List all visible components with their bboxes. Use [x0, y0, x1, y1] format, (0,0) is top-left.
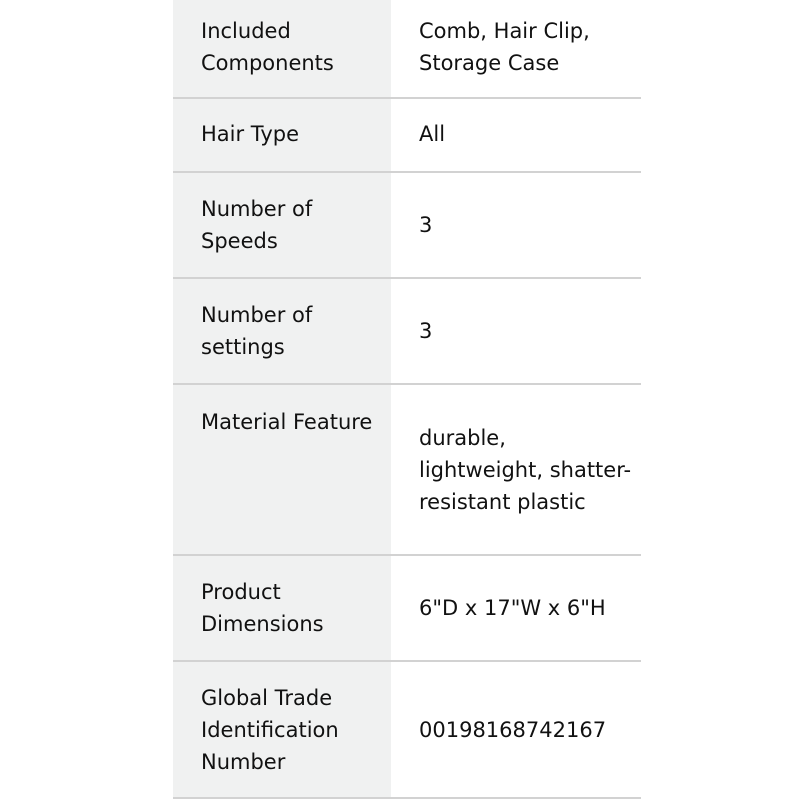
spec-value: [391, 0, 641, 98]
spec-value-text: durable, lightweight, shatter-resistant plastic: [419, 425, 632, 514]
spec-label: [173, 98, 391, 172]
spec-label: [173, 555, 391, 661]
spec-label: [173, 172, 391, 278]
spec-label-text: Global Trade Identification Number: [201, 685, 339, 774]
spec-value: [391, 661, 641, 798]
spec-row-gtin: [173, 661, 641, 798]
spec-row-hair-type: [173, 98, 641, 172]
spec-label: [173, 0, 391, 98]
spec-row-material-feature: [173, 384, 641, 555]
spec-label: [173, 384, 391, 555]
spec-label-text: Included Components: [201, 18, 334, 75]
spec-label: [173, 661, 391, 798]
spec-value: [391, 278, 641, 384]
spec-row-number-of-settings: [173, 278, 641, 384]
spec-value-text: 00198168742167: [419, 717, 607, 742]
spec-value: [391, 172, 641, 278]
spec-value: [391, 384, 641, 555]
spec-label-text: Number of Speeds: [201, 197, 313, 253]
spec-label-text: Hair Type: [201, 122, 300, 146]
spec-value-text: 3: [419, 213, 433, 237]
spec-label: [173, 278, 391, 384]
spec-row-number-of-speeds: [173, 172, 641, 278]
spec-value-text: All: [419, 122, 446, 146]
spec-value-text: 3: [419, 319, 433, 343]
spec-value: [391, 98, 641, 172]
spec-label-text: Number of settings: [201, 303, 313, 359]
spec-label-text: Material Feature: [201, 410, 373, 434]
spec-value-text: 6"D x 17"W x 6"H: [419, 596, 606, 620]
spec-value-text: Comb, Hair Clip, Storage Case: [419, 18, 590, 75]
product-specs-table: [173, 0, 641, 799]
spec-value: [391, 555, 641, 661]
spec-row-product-dimensions: [173, 555, 641, 661]
spec-row-included-components: [173, 0, 641, 98]
spec-label-text: Product Dimensions: [201, 580, 324, 636]
